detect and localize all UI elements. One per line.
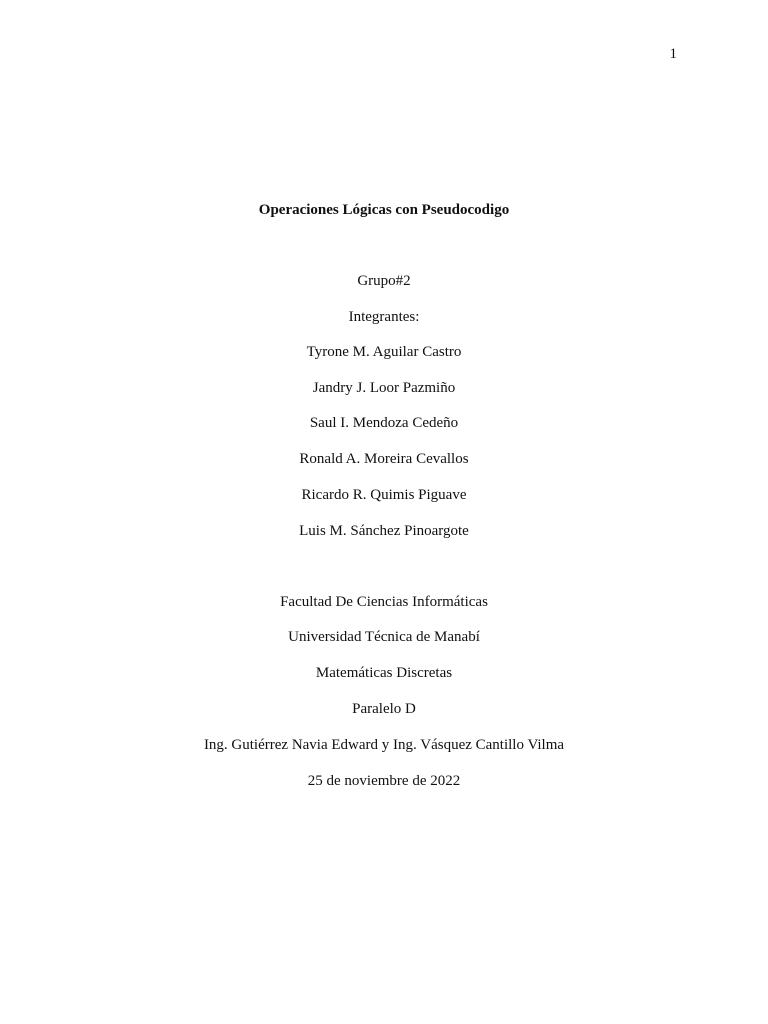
page-number: 1 (669, 46, 677, 62)
instructors: Ing. Gutiérrez Navia Edward y Ing. Vásquez Cantillo Vilma (203, 737, 565, 753)
course-name: Matemáticas Discretas (315, 665, 453, 681)
member-name: Tyrone M. Aguilar Castro (306, 344, 462, 360)
member-name: Ronald A. Moreira Cevallos (299, 451, 469, 467)
member-name: Saul I. Mendoza Cedeño (309, 415, 459, 431)
document-date: 25 de noviembre de 2022 (307, 773, 461, 789)
member-name: Luis M. Sánchez Pinoargote (299, 523, 469, 539)
section-name: Paralelo D (352, 701, 416, 717)
member-name: Jandry J. Loor Pazmiño (312, 380, 456, 396)
member-name: Ricardo R. Quimis Piguave (301, 487, 467, 503)
members-heading: Integrantes: (348, 309, 420, 325)
group-label: Grupo#2 (357, 273, 411, 289)
university-name: Universidad Técnica de Manabí (288, 629, 480, 645)
faculty-name: Facultad De Ciencias Informáticas (280, 594, 488, 610)
document-title: Operaciones Lógicas con Pseudocodigo (258, 202, 510, 218)
